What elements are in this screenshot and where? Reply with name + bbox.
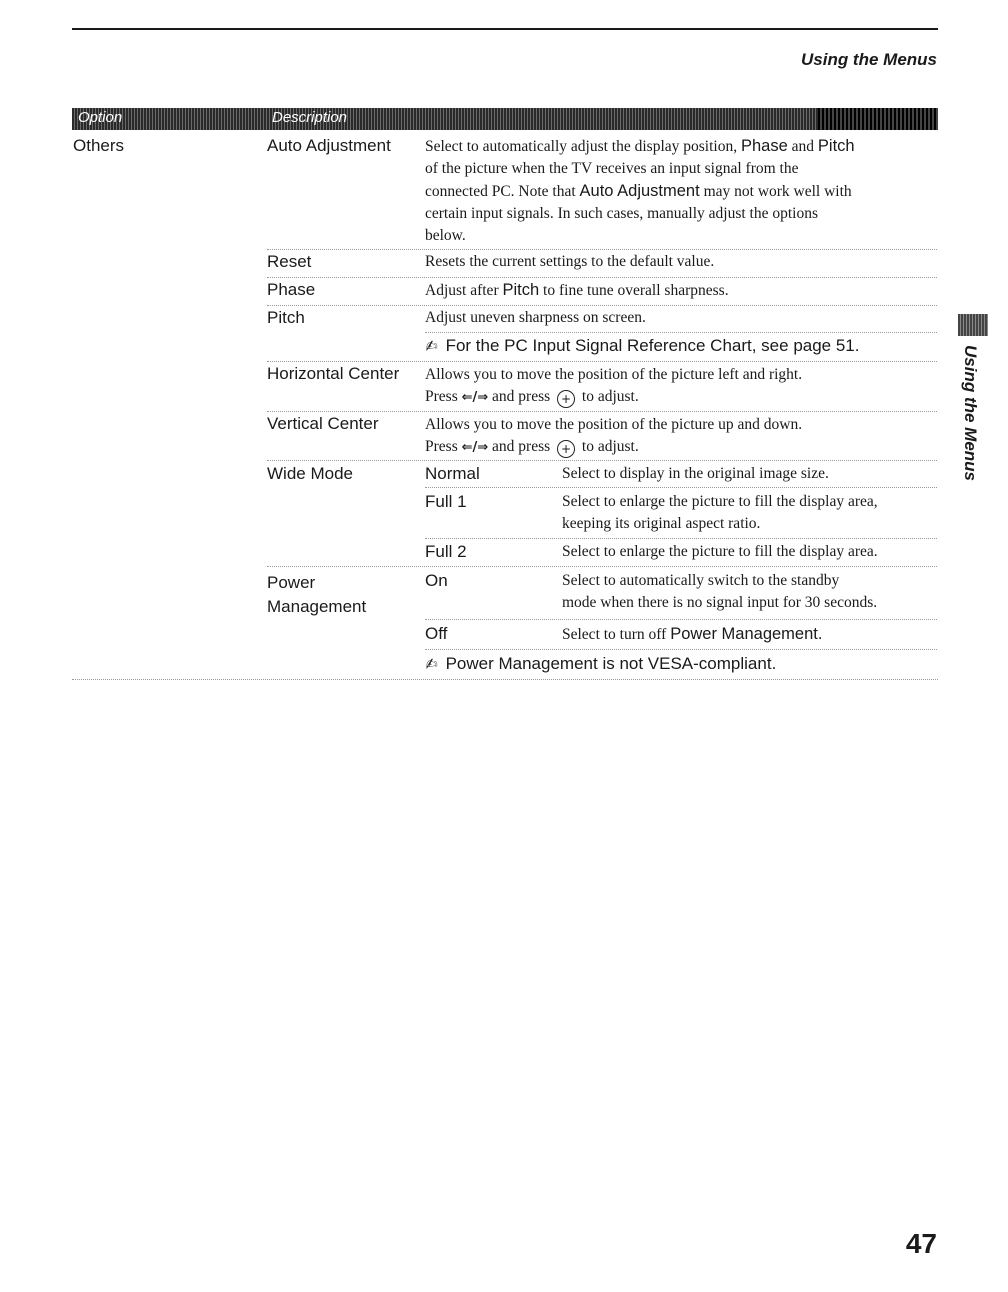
option-ref-phase: Phase (740, 137, 788, 155)
auto-adjustment-line-5: below. (425, 227, 466, 244)
enter-button-icon: + (557, 390, 575, 408)
power-management-label-line-1: Power (267, 573, 316, 592)
row-divider (425, 487, 937, 488)
side-tab-text: Using the Menus (961, 345, 980, 482)
row-divider (267, 305, 937, 306)
row-divider (267, 249, 937, 250)
text-segment: to adjust. (581, 388, 639, 405)
auto-adjustment-line-4: certain input signals. In such cases, manually adjust the options (425, 205, 819, 222)
text-segment: Select to turn off (562, 626, 667, 643)
wide-mode-full-2: Full 2 (425, 542, 467, 561)
option-pitch: Pitch (267, 308, 305, 327)
text-segment: connected PC. Note that (425, 183, 576, 200)
option-ref-auto-adjustment: Auto Adjustment (579, 182, 700, 200)
power-management-on: On (425, 571, 448, 590)
full-1-line-2: keeping its original aspect ratio. (562, 515, 761, 532)
top-rule (72, 28, 938, 30)
header-dark-bar (818, 108, 938, 130)
text-segment: and press (492, 438, 551, 455)
wide-mode-full-2-description: Select to enlarge the picture to fill the display area. (562, 543, 878, 560)
pitch-note-text: For the PC Input Signal Reference Chart, see page 51. (445, 336, 860, 355)
horizontal-center-description (425, 364, 935, 409)
text-segment: to fine tune overall sharpness. (543, 282, 729, 299)
text-segment: Select to automatically adjust the display position, (425, 138, 738, 155)
reset-description: Resets the current settings to the default value. (425, 253, 715, 270)
auto-adjustment-line-2: of the picture when the TV receives an input signal from the (425, 160, 799, 177)
vertical-center-line-1: Allows you to move the position of the picture up and down. (425, 416, 803, 433)
wide-mode-full-1: Full 1 (425, 492, 467, 511)
horizontal-center-line-2 (425, 386, 935, 409)
enter-button-icon: + (557, 440, 575, 458)
left-right-arrows-icon: ⇐/⇒ (461, 440, 489, 455)
text-segment: and (791, 138, 815, 155)
full-1-line-1: Select to enlarge the picture to fill the display area, (562, 493, 878, 510)
phase-description (425, 279, 935, 302)
row-divider (425, 538, 937, 539)
option-horizontal-center: Horizontal Center (267, 364, 400, 383)
note-pencil-icon: ✍ (423, 654, 440, 674)
power-management-label-line-2: Management (267, 597, 367, 616)
header-description: Description (272, 109, 348, 126)
table-bottom-rule (72, 679, 938, 680)
power-management-on-description (562, 570, 934, 614)
option-auto-adjustment: Auto Adjustment (267, 136, 391, 155)
header-option: Option (78, 109, 123, 126)
text-segment: Press (425, 388, 458, 405)
option-ref-pitch: Pitch (817, 137, 855, 155)
on-line-2: mode when there is no signal input for 30 seconds. (562, 594, 878, 611)
left-right-arrows-icon: ⇐/⇒ (461, 390, 489, 405)
option-vertical-center: Vertical Center (267, 414, 379, 433)
row-divider (267, 566, 937, 567)
wide-mode-normal-description: Select to display in the original image size. (562, 465, 829, 482)
text-segment: Press (425, 438, 458, 455)
row-divider (267, 277, 937, 278)
row-divider (267, 411, 937, 412)
wide-mode-normal: Normal (425, 464, 480, 483)
option-ref-pitch: Pitch (502, 281, 540, 299)
auto-adjustment-line-1 (425, 135, 935, 158)
text-segment: may not work well with (703, 183, 852, 200)
auto-adjustment-description (425, 135, 935, 247)
option-phase: Phase (267, 280, 316, 299)
power-management-note-text: Power Management is not VESA-compliant. (445, 654, 777, 673)
text-segment: and press (492, 388, 551, 405)
page-number: 47 (905, 1228, 937, 1259)
row-divider (267, 361, 937, 362)
group-label-others: Others (73, 136, 125, 155)
note-pencil-icon: ✍ (423, 336, 440, 356)
row-divider (425, 332, 937, 333)
option-reset: Reset (267, 252, 312, 271)
vertical-center-description (425, 414, 935, 459)
row-divider (425, 649, 937, 650)
power-management-off-description (562, 623, 934, 646)
horizontal-center-line-1: Allows you to move the position of the picture left and right. (425, 366, 803, 383)
wide-mode-full-1-description (562, 491, 934, 535)
pitch-note (425, 336, 860, 356)
vertical-center-line-2 (425, 436, 935, 459)
option-wide-mode: Wide Mode (267, 464, 353, 483)
option-ref-power-management: Power Management. (670, 625, 823, 643)
power-management-note (425, 654, 776, 674)
text-segment: to adjust. (581, 438, 639, 455)
auto-adjustment-line-3 (425, 180, 935, 203)
table-header (72, 108, 938, 130)
pitch-description: Adjust uneven sharpness on screen. (425, 309, 646, 326)
row-divider (267, 460, 937, 461)
on-line-1: Select to automatically switch to the standby (562, 572, 840, 589)
running-head: Using the Menus (800, 50, 937, 69)
row-divider (425, 619, 937, 620)
text-segment: Adjust after (425, 282, 499, 299)
option-power-management (267, 571, 366, 619)
power-management-off: Off (425, 624, 448, 643)
side-tab-marker (958, 314, 988, 336)
